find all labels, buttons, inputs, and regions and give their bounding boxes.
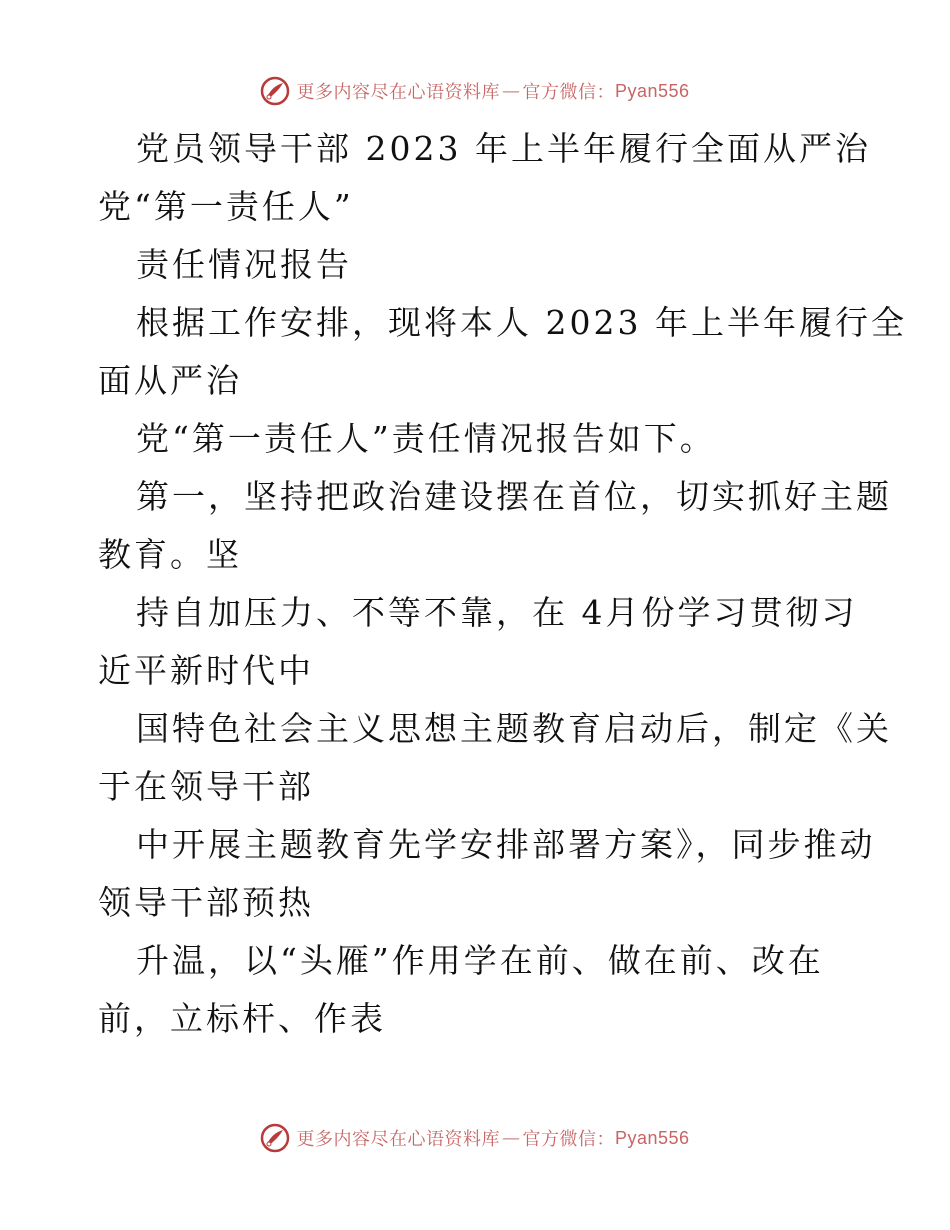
body-line: 于在领导干部	[98, 767, 314, 806]
title-line: 党员领导干部 2023 年上半年履行全面从严治	[136, 129, 871, 168]
watermark-wechat-handle: Pyan556	[614, 1127, 690, 1148]
body-line: 党“第一责任人”责任情况报告如下。	[136, 419, 716, 458]
document-body	[98, 120, 907, 1048]
body-line: 第一，坚持把政治建设摆在首位，切实抓好主题	[136, 477, 892, 516]
watermark-wechat-label: 官方微信：	[522, 1129, 615, 1150]
watermark-wechat-handle: Pyan556	[614, 80, 690, 101]
watermark-text: 更多内容尽在心语资料库	[296, 82, 500, 103]
header-watermark	[0, 73, 950, 109]
watermark-text: 更多内容尽在心语资料库	[296, 1129, 500, 1150]
body-line: 根据工作安排，现将本人 2023 年上半年履行全	[136, 303, 907, 342]
body-line: 近平新时代中	[98, 651, 314, 690]
body-line: 国特色社会主义思想主题教育启动后，制定《关	[136, 709, 892, 748]
watermark-wechat-label: 官方微信：	[522, 82, 615, 103]
body-line: 前，立标杆、作表	[98, 999, 386, 1038]
body-line: 面从严治	[98, 361, 242, 400]
body-line: 领导干部预热	[98, 883, 314, 922]
watermark-separator: —	[501, 1127, 521, 1149]
pen-logo-icon	[260, 76, 290, 106]
body-line: 中开展主题教育先学安排部署方案》，同步推动	[136, 825, 876, 864]
pen-logo-icon	[260, 1123, 290, 1153]
watermark-separator: —	[501, 80, 521, 102]
body-line: 升温，以“头雁”作用学在前、做在前、改在	[136, 941, 824, 980]
footer-watermark	[0, 1120, 950, 1156]
body-line: 持自加压力、不等不靠，在 4月份学习贯彻习	[136, 593, 858, 632]
body-line: 教育。坚	[98, 535, 242, 574]
title-line: 责任情况报告	[136, 245, 352, 284]
title-line: 党“第一责任人”	[98, 187, 354, 226]
